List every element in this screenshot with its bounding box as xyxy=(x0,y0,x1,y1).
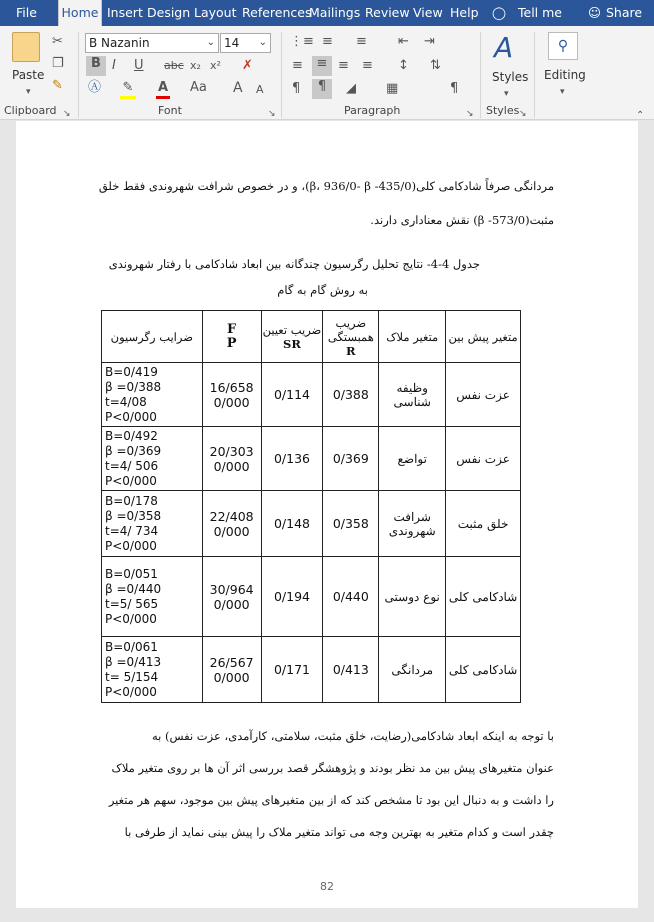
show-formatting-icon[interactable]: ¶ xyxy=(450,81,459,96)
t-value: t=4/ 734 xyxy=(105,523,159,538)
lightbulb-icon: ◯ xyxy=(492,5,506,20)
r-cell: 0/388 xyxy=(323,363,379,427)
p-sig-value: 0/000 xyxy=(213,458,250,474)
ltr-icon[interactable]: ¶ xyxy=(292,81,301,96)
dialog-launcher-icon[interactable]: ↘ xyxy=(519,109,527,119)
sr-cell: 0/171 xyxy=(261,637,323,703)
tab-home[interactable]: Home xyxy=(58,0,102,27)
italic-button[interactable]: I xyxy=(112,58,116,73)
dialog-launcher-icon[interactable]: ↘ xyxy=(268,109,276,119)
tab-references[interactable]: References xyxy=(242,5,312,20)
coef-cell xyxy=(102,427,203,491)
r-cell: 0/358 xyxy=(323,491,379,557)
dialog-launcher-icon[interactable]: ↘ xyxy=(466,109,474,119)
p-value: P<0/000 xyxy=(105,473,157,488)
styles-icon[interactable]: A xyxy=(494,31,514,64)
table-row xyxy=(102,427,521,491)
ribbon-home xyxy=(0,26,654,120)
font-size-combo[interactable] xyxy=(220,33,271,53)
decrease-indent-icon[interactable]: ⇤ xyxy=(398,34,409,49)
format-painter-icon[interactable]: ✎ xyxy=(52,78,63,93)
font-name-combo[interactable] xyxy=(85,33,219,53)
table-row xyxy=(102,637,521,703)
header-p: P xyxy=(226,335,237,351)
ribbon-tabs xyxy=(0,0,654,26)
chevron-down-icon: ⌄ xyxy=(206,37,215,48)
p-value: P<0/000 xyxy=(105,409,157,424)
styles-button[interactable]: Styles xyxy=(492,70,529,84)
b-value: B=0/419 xyxy=(105,364,158,379)
table-row xyxy=(102,557,521,637)
b-value: B=0/492 xyxy=(105,428,158,443)
regression-table xyxy=(101,310,521,703)
b-value: B=0/178 xyxy=(105,493,158,508)
chevron-down-icon[interactable]: ▾ xyxy=(26,87,31,97)
header-sr xyxy=(261,311,323,363)
paragraph-line: مثبت(573/0- β) نقش معناداری دارند. xyxy=(370,213,554,227)
font-color-icon[interactable]: A xyxy=(156,80,170,99)
vertical-scrollbar[interactable] xyxy=(639,121,654,922)
align-left-icon[interactable]: ≡ xyxy=(292,58,303,73)
align-right-icon[interactable]: ≡ xyxy=(338,58,349,73)
predictor-cell: شادکامی کلی xyxy=(446,637,521,703)
predictor-cell: شادکامی کلی xyxy=(446,557,521,637)
t-value: t=5/ 565 xyxy=(105,596,159,611)
header-r-label: ضریب همبستگی xyxy=(327,315,374,344)
tell-me-search[interactable]: Tell me xyxy=(518,5,562,20)
beta-value: β =0/413 xyxy=(105,654,162,669)
p-sig-value: 0/000 xyxy=(213,596,250,612)
p-value: P<0/000 xyxy=(105,684,157,699)
p-sig-value: 0/000 xyxy=(213,394,250,410)
predictor-cell: خلق مثبت xyxy=(446,491,521,557)
table-caption: جدول 4-4- نتایج تحلیل رگرسیون چندگانه بین ابعاد شادکامی با رفتار شهروندی xyxy=(108,257,480,271)
line-spacing-icon[interactable]: ↕ xyxy=(398,58,409,73)
person-icon: ☺ xyxy=(588,5,602,20)
sr-cell: 0/194 xyxy=(261,557,323,637)
header-f: F xyxy=(227,321,237,337)
header-sr-symbol: SR xyxy=(283,336,301,351)
criterion-cell: وظیفه شناسی xyxy=(379,363,446,427)
page-number: 82 xyxy=(320,880,334,893)
share-button[interactable]: Share xyxy=(606,5,643,20)
tab-review[interactable]: Review xyxy=(365,5,410,20)
p-sig-value: 0/000 xyxy=(213,669,250,685)
predictor-cell: عزت نفس xyxy=(446,363,521,427)
sort-icon[interactable]: ⇅ xyxy=(430,58,441,73)
bullets-icon[interactable]: ⋮≡ xyxy=(290,34,314,49)
paste-button[interactable]: Paste xyxy=(12,68,45,82)
tab-help[interactable]: Help xyxy=(450,5,479,20)
f-value: 30/964 xyxy=(209,581,254,597)
font-size-value: 14 xyxy=(224,36,240,50)
b-value: B=0/061 xyxy=(105,639,158,654)
numbering-icon[interactable]: ≡ xyxy=(322,34,333,49)
paragraph-line: چقدر است و کدام متغیر به بهترین وجه می تواند متغیر ملاک را پیش بینی نماید از طرفی با xyxy=(124,825,554,839)
collapse-ribbon-icon[interactable]: ⌃ xyxy=(636,110,645,121)
header-r-symbol: R xyxy=(346,343,356,358)
tab-view[interactable]: View xyxy=(413,5,443,20)
beta-value: β =0/440 xyxy=(105,581,162,596)
clipboard-group-label: Clipboard xyxy=(4,104,57,117)
superscript-button[interactable]: x² xyxy=(210,59,221,72)
header-predictor: متغیر پیش بین xyxy=(446,311,521,363)
highlight-icon[interactable]: ✎ xyxy=(120,80,136,99)
separator xyxy=(281,32,282,118)
paragraph-line: با توجه به اینکه ابعاد شادکامی(رضایت، خلق مثبت، سلامتی، کارآمدی، عزت نفس) به xyxy=(151,729,554,743)
copy-icon[interactable]: ❐ xyxy=(52,56,64,71)
fp-cell xyxy=(202,363,261,427)
paragraph-line: را داشت و به دنبال این بود تا مشخص کند که از بین متغیرهای پیش بین موجود، سهم هر متغیر xyxy=(108,793,554,807)
separator xyxy=(78,32,79,118)
text-effects-icon[interactable]: Ⓐ xyxy=(88,80,102,95)
p-sig-value: 0/000 xyxy=(213,523,250,539)
coef-cell xyxy=(102,637,203,703)
predictor-cell: عزت نفس xyxy=(446,427,521,491)
tab-mailings[interactable]: Mailings xyxy=(309,5,361,20)
r-cell: 0/440 xyxy=(323,557,379,637)
criterion-cell: تواضع xyxy=(379,427,446,491)
table-row xyxy=(102,363,521,427)
paragraph-group-label: Paragraph xyxy=(344,104,401,117)
chevron-down-icon[interactable]: ▾ xyxy=(504,89,509,99)
criterion-cell: شرافت شهروندی xyxy=(379,491,446,557)
font-name-value: B Nazanin xyxy=(89,36,150,50)
criterion-cell: نوع دوستی xyxy=(379,557,446,637)
chevron-down-icon[interactable]: ▾ xyxy=(560,87,565,97)
cut-icon[interactable]: ✂ xyxy=(52,34,63,49)
change-case-button[interactable]: Aa xyxy=(190,80,207,95)
p-value: P<0/000 xyxy=(105,611,157,626)
paste-icon[interactable] xyxy=(12,32,40,62)
f-value: 20/303 xyxy=(209,443,254,459)
t-value: t=4/08 xyxy=(105,394,147,409)
bold-button[interactable]: B xyxy=(86,56,106,76)
shrink-font-button[interactable]: A xyxy=(256,83,264,96)
beta-value: β =0/358 xyxy=(105,508,162,523)
header-fp xyxy=(202,311,261,363)
sr-cell: 0/148 xyxy=(261,491,323,557)
header-criterion: متغیر ملاک xyxy=(379,311,446,363)
multilevel-list-icon[interactable]: ≡ xyxy=(356,34,367,49)
grow-font-button[interactable]: A xyxy=(233,80,243,96)
fp-cell xyxy=(202,491,261,557)
table-row xyxy=(102,491,521,557)
coef-cell xyxy=(102,491,203,557)
r-cell: 0/413 xyxy=(323,637,379,703)
tab-layout[interactable]: Layout xyxy=(194,5,237,20)
search-icon[interactable]: ⚲ xyxy=(548,32,578,60)
sr-cell: 0/114 xyxy=(261,363,323,427)
tab-file[interactable]: File xyxy=(16,5,37,20)
beta-value: β =0/369 xyxy=(105,443,162,458)
clear-formatting-icon[interactable]: ✗ xyxy=(242,58,253,73)
increase-indent-icon[interactable]: ⇥ xyxy=(424,34,435,49)
styles-group-label: Styles xyxy=(486,104,520,117)
r-cell: 0/369 xyxy=(323,427,379,491)
beta-value: β =0/388 xyxy=(105,379,162,394)
criterion-cell: مردانگی xyxy=(379,637,446,703)
paragraph-line: مردانگی صرفاً شادکامی کلی(435/0- β، 936/0- β)، و در خصوص شرافت شهروندی فقط خلق xyxy=(98,179,554,193)
align-center-icon[interactable]: ≡ xyxy=(312,56,332,76)
separator xyxy=(534,32,535,118)
tab-design[interactable]: Design xyxy=(147,5,191,20)
dialog-launcher-icon[interactable]: ↘ xyxy=(63,109,71,119)
coef-cell xyxy=(102,363,203,427)
subscript-button[interactable]: x₂ xyxy=(190,59,201,72)
header-sr-label: ضریب تعیین xyxy=(262,322,322,337)
font-group-label: Font xyxy=(158,104,182,117)
table-caption: به روش گام به گام xyxy=(277,283,368,297)
chevron-down-icon: ⌄ xyxy=(258,37,267,48)
header-r xyxy=(323,311,379,363)
fp-cell xyxy=(202,427,261,491)
shading-icon[interactable]: ◢ xyxy=(346,81,356,96)
f-value: 16/658 xyxy=(209,379,254,395)
strikethrough-button[interactable]: abc xyxy=(164,59,184,72)
justify-icon[interactable]: ≡ xyxy=(362,58,373,73)
tab-insert[interactable]: Insert xyxy=(107,5,143,20)
t-value: t=4/ 506 xyxy=(105,458,159,473)
fp-cell xyxy=(202,637,261,703)
fp-cell xyxy=(202,557,261,637)
t-value: t= 5/154 xyxy=(105,669,159,684)
sr-cell: 0/136 xyxy=(261,427,323,491)
f-value: 22/408 xyxy=(209,508,254,524)
header-coef: ضرایب رگرسیون xyxy=(102,311,203,363)
underline-button[interactable]: U xyxy=(134,58,144,73)
editing-button[interactable]: Editing xyxy=(544,68,586,82)
paragraph-line: عنوان متغیرهای پیش بین مد نظر بودند و پژوهشگر قصد بررسی اثر آن ها بر روی متغیر ملاک xyxy=(111,761,554,775)
p-value: P<0/000 xyxy=(105,538,157,553)
rtl-icon[interactable]: ¶ xyxy=(312,79,332,99)
f-value: 26/567 xyxy=(209,654,254,670)
coef-cell xyxy=(102,557,203,637)
borders-icon[interactable]: ▦ xyxy=(386,81,399,96)
separator xyxy=(480,32,481,118)
b-value: B=0/051 xyxy=(105,566,158,581)
